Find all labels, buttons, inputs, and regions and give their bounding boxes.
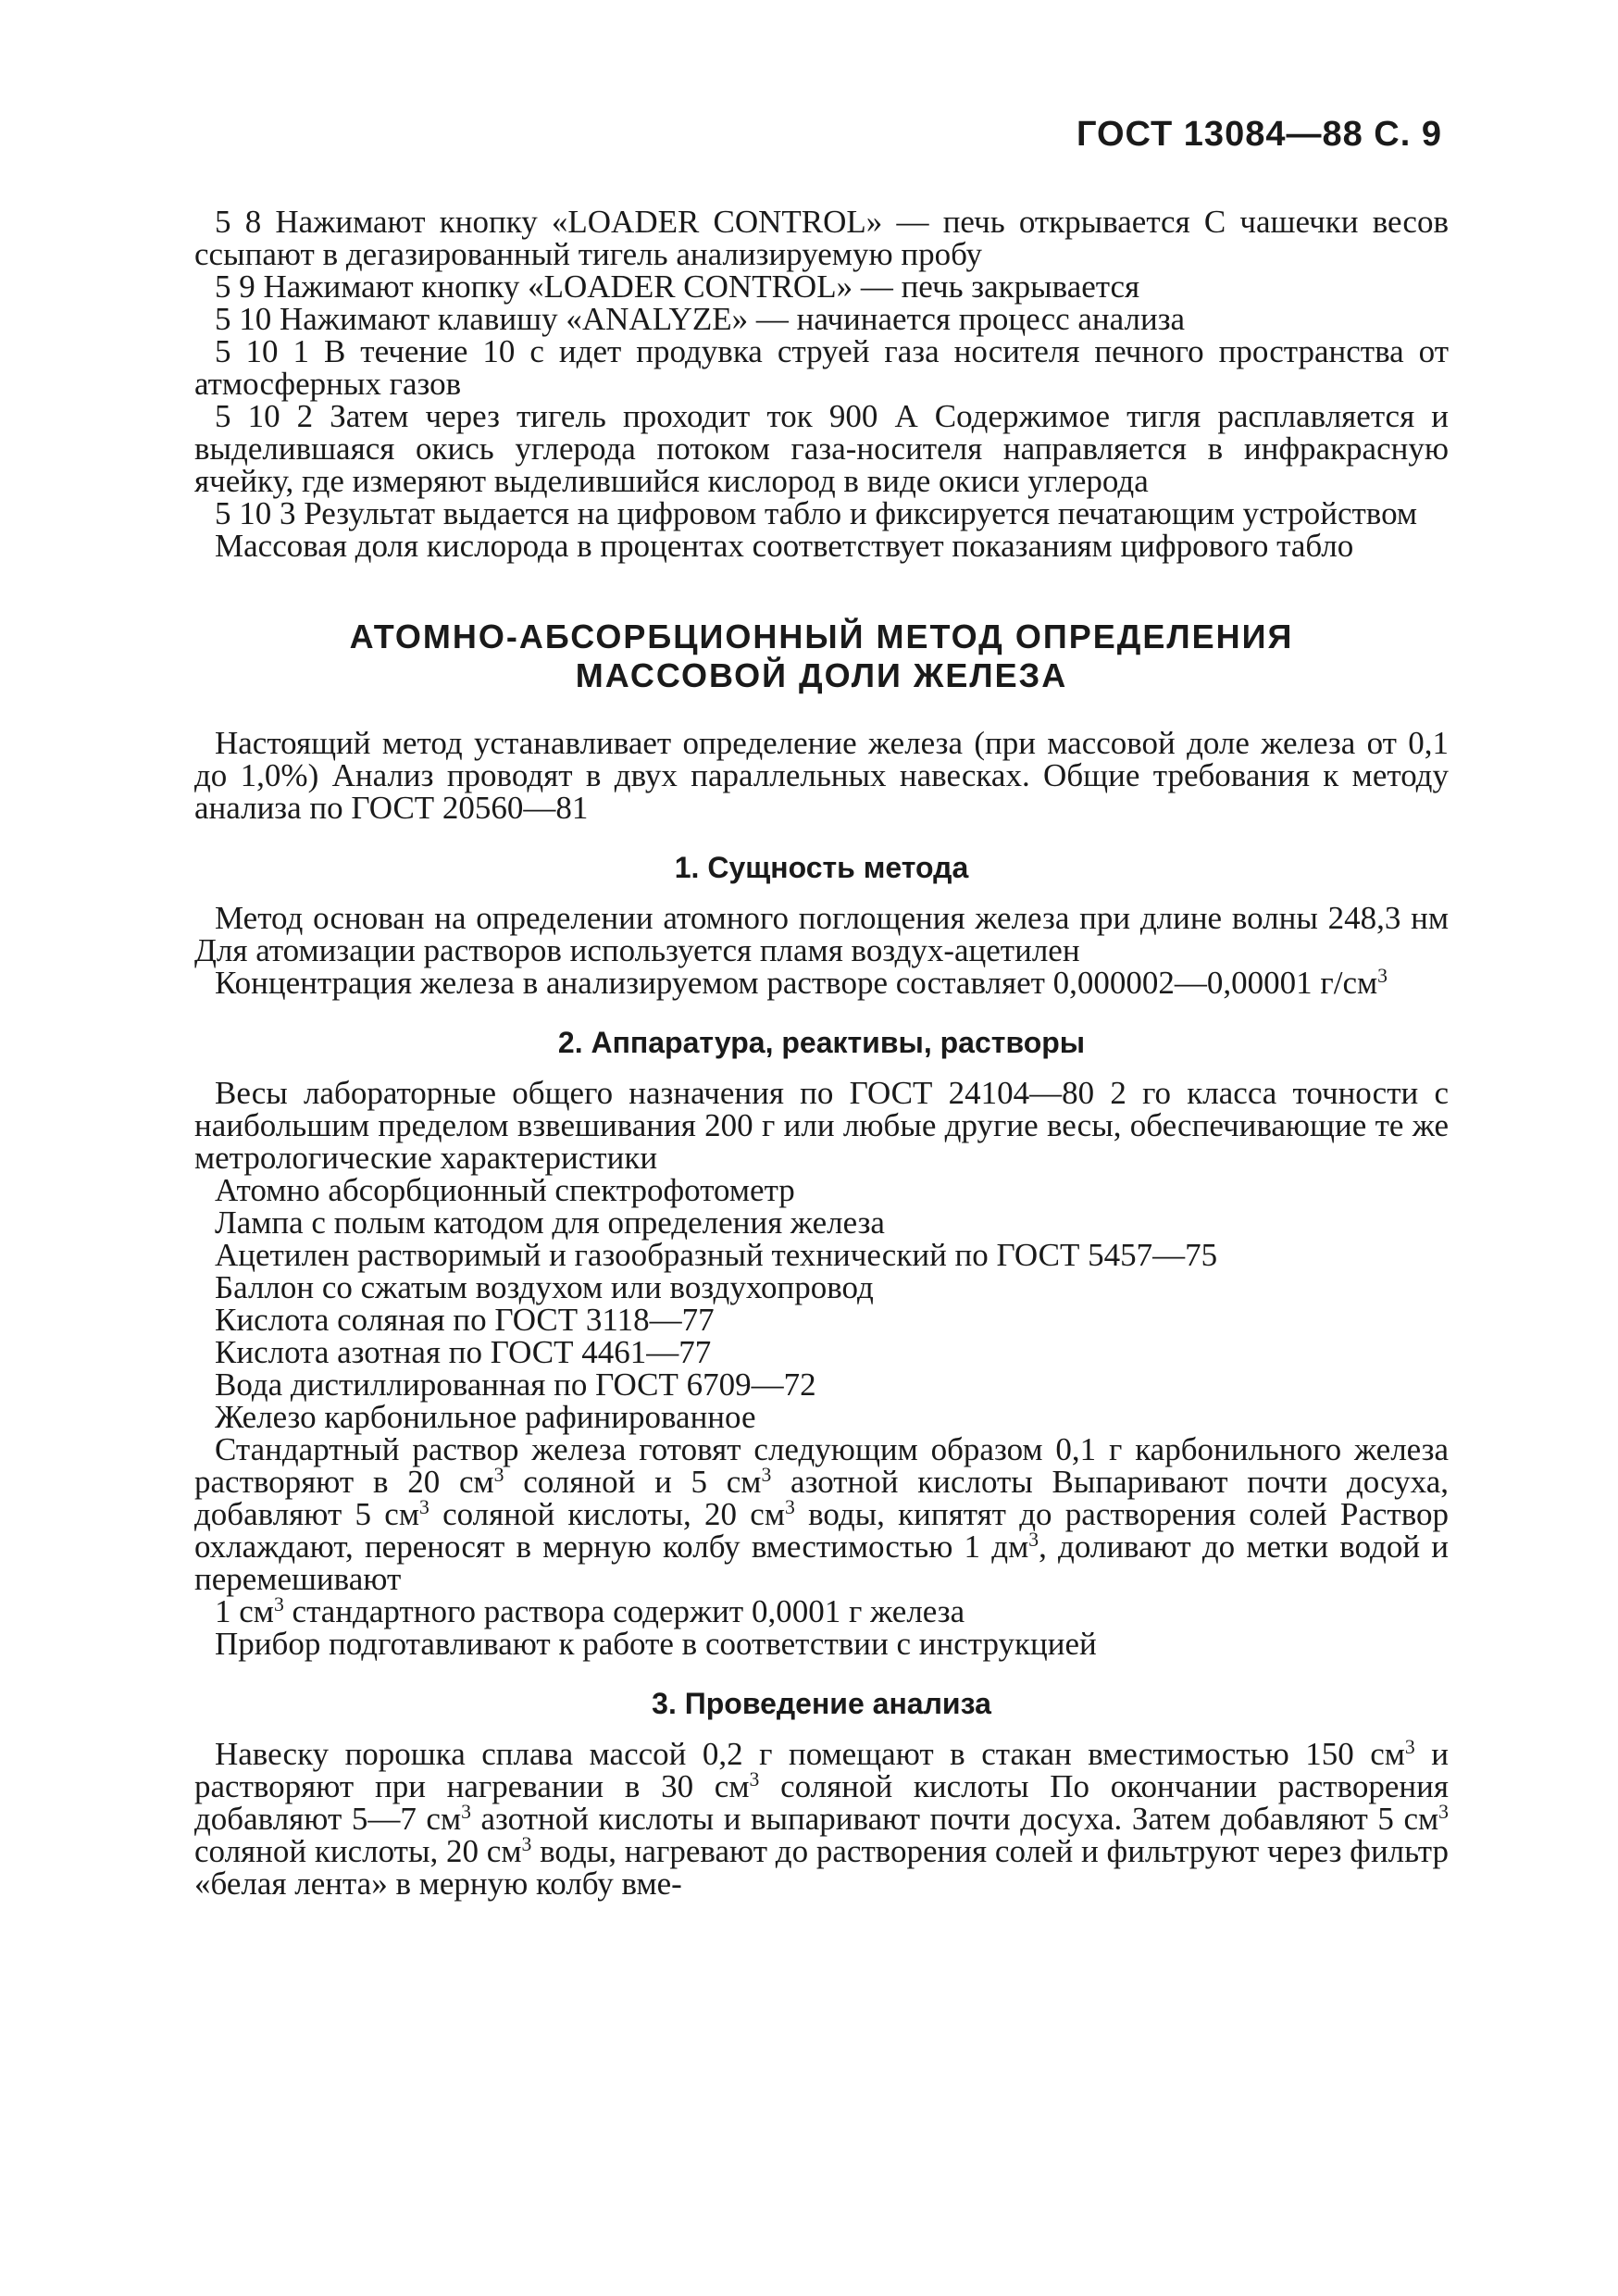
text-run: соляной кислоты По окончании растворения добавляют 5—7 см bbox=[194, 1768, 1449, 1837]
text-run: соляной и 5 см bbox=[504, 1464, 762, 1500]
section-3-heading: 3. Проведение анализа bbox=[652, 1687, 991, 1720]
paragraph-5-10-3: 5 10 3 Результат выдается на цифровом табло и фиксируется печатающим устройством bbox=[215, 495, 1418, 531]
equipment-item: Лампа с полым катодом для определения железа bbox=[215, 1204, 885, 1241]
equipment-item: Кислота азотная по ГОСТ 4461—77 bbox=[215, 1334, 712, 1370]
text-run: Стандартный раствор железа готовят следующим образом 0,1 г карбонильного железа растворяют в 20 см bbox=[194, 1431, 1449, 1500]
superscript: 3 bbox=[761, 1464, 772, 1487]
superscript: 3 bbox=[521, 1833, 532, 1856]
superscript: 3 bbox=[461, 1801, 471, 1824]
paragraph-oxygen-result: Массовая доля кислорода в процентах соответствует показаниям цифрового табло bbox=[215, 528, 1354, 564]
section-1-heading: 1. Сущность метода bbox=[674, 851, 969, 884]
analysis-procedure-paragraph bbox=[194, 1738, 1449, 1900]
text-run: соляной кислоты, 20 см bbox=[194, 1833, 522, 1869]
standard-solution-paragraph bbox=[194, 1433, 1449, 1595]
page-header: ГОСТ 13084—88 С. 9 bbox=[1076, 115, 1442, 154]
method-title-line-2: МАССОВОЙ ДОЛИ ЖЕЛЕЗА bbox=[575, 656, 1068, 694]
superscript: 3 bbox=[1377, 965, 1388, 988]
section-1-paragraph-2 bbox=[194, 967, 1449, 999]
text-run: соляной кислоты, 20 см bbox=[429, 1496, 785, 1532]
text-run: и растворяют при нагревании в 30 см bbox=[194, 1736, 1449, 1804]
text-run: 1 см bbox=[215, 1593, 274, 1629]
superscript: 3 bbox=[1404, 1736, 1415, 1759]
superscript: 3 bbox=[784, 1496, 795, 1519]
paragraph-5-10-1: 5 10 1 В течение 10 с идет продувка струей газа носителя печного пространства от атмосферных газов bbox=[194, 333, 1449, 402]
text-run: воды, кипятят до растворения солей Раствор охлаждают, переносят в мерную колбу вместимостью 1 дм bbox=[194, 1496, 1449, 1565]
paragraph-5-10-2: 5 10 2 Затем через тигель проходит ток 900 А Содержимое тигля расплавляется и выделившаяся окись углерода потоком газа-носителя направляется в инфракрасную ячейку, где измеряют выделившийся кислород в виде окиси углерода bbox=[194, 398, 1449, 499]
method-title bbox=[194, 618, 1449, 695]
text-run: азотной кислоты и выпаривают почти досуха. Затем добавляют 5 см bbox=[470, 1801, 1439, 1837]
equipment-item: Весы лабораторные общего назначения по ГОСТ 24104—80 2 го класса точности с наибольшим пределом взвешивания 200 г или любые другие весы, обеспечивающие те же метрологические характеристики bbox=[194, 1075, 1449, 1176]
equipment-item: Вода дистиллированная по ГОСТ 6709—72 bbox=[215, 1366, 816, 1403]
equipment-item: Атомно абсорбционный спектрофотометр bbox=[215, 1172, 795, 1208]
equipment-item: Кислота соляная по ГОСТ 3118—77 bbox=[215, 1302, 715, 1338]
paragraph-5-9: 5 9 Нажимают кнопку «LOADER CONTROL» — печь закрывается bbox=[215, 268, 1140, 305]
superscript: 3 bbox=[493, 1464, 504, 1487]
paragraph-5-10: 5 10 Нажимают клавишу «ANALYZE» — начинается процесс анализа bbox=[215, 301, 1186, 337]
paragraph-5-8: 5 8 Нажимают кнопку «LOADER CONTROL» — печь открывается С чашечки весов ссыпают в дегазированный тигель анализируемую пробу bbox=[194, 204, 1449, 272]
superscript: 3 bbox=[749, 1768, 760, 1791]
section-2-heading: 2. Аппаратура, реактивы, растворы bbox=[557, 1026, 1086, 1059]
superscript: 3 bbox=[273, 1593, 284, 1616]
section-1-paragraph-1: Метод основан на определении атомного поглощения железа при длине волны 248,3 нм Для атомизации растворов используется пламя воздух-ацетилен bbox=[194, 900, 1449, 968]
solution-content-note bbox=[194, 1595, 1449, 1628]
instrument-preparation: Прибор подготавливают к работе в соответствии с инструкцией bbox=[215, 1626, 1097, 1662]
concentration-text: Концентрация железа в анализируемом растворе составляет 0,000002—0,00001 г/см bbox=[215, 965, 1378, 1001]
equipment-item: Баллон со сжатым воздухом или воздухопровод bbox=[215, 1269, 874, 1305]
superscript: 3 bbox=[1028, 1529, 1039, 1552]
text-run: воды, нагревают до растворения солей и фильтруют через фильтр «белая лента» в мерную колбу вме- bbox=[194, 1833, 1449, 1902]
text-run: Навеску порошка сплава массой 0,2 г помещают в стакан вместимостью 150 см bbox=[215, 1736, 1405, 1772]
text-run: азотной кислоты Выпаривают почти досуха, добавляют 5 см bbox=[194, 1464, 1449, 1532]
equipment-item: Ацетилен растворимый и газообразный технический по ГОСТ 5457—75 bbox=[215, 1237, 1218, 1273]
equipment-item: Железо карбонильное рафинированное bbox=[215, 1399, 756, 1435]
method-intro: Настоящий метод устанавливает определение железа (при массовой доле железа от 0,1 до 1,0%) Анализ проводят в двух параллельных навесках. Общие требования к методу анализа по ГОСТ 20560—81 bbox=[194, 725, 1449, 826]
superscript: 3 bbox=[1438, 1801, 1449, 1824]
text-run: стандартного раствора содержит 0,0001 г железа bbox=[283, 1593, 965, 1629]
document-body bbox=[194, 206, 1449, 1900]
text-run: , доливают до метки водой и перемешивают bbox=[194, 1529, 1449, 1597]
method-title-line-1: АТОМНО-АБСОРБЦИОННЫЙ МЕТОД ОПРЕДЕЛЕНИЯ bbox=[349, 618, 1294, 655]
superscript: 3 bbox=[418, 1496, 429, 1519]
